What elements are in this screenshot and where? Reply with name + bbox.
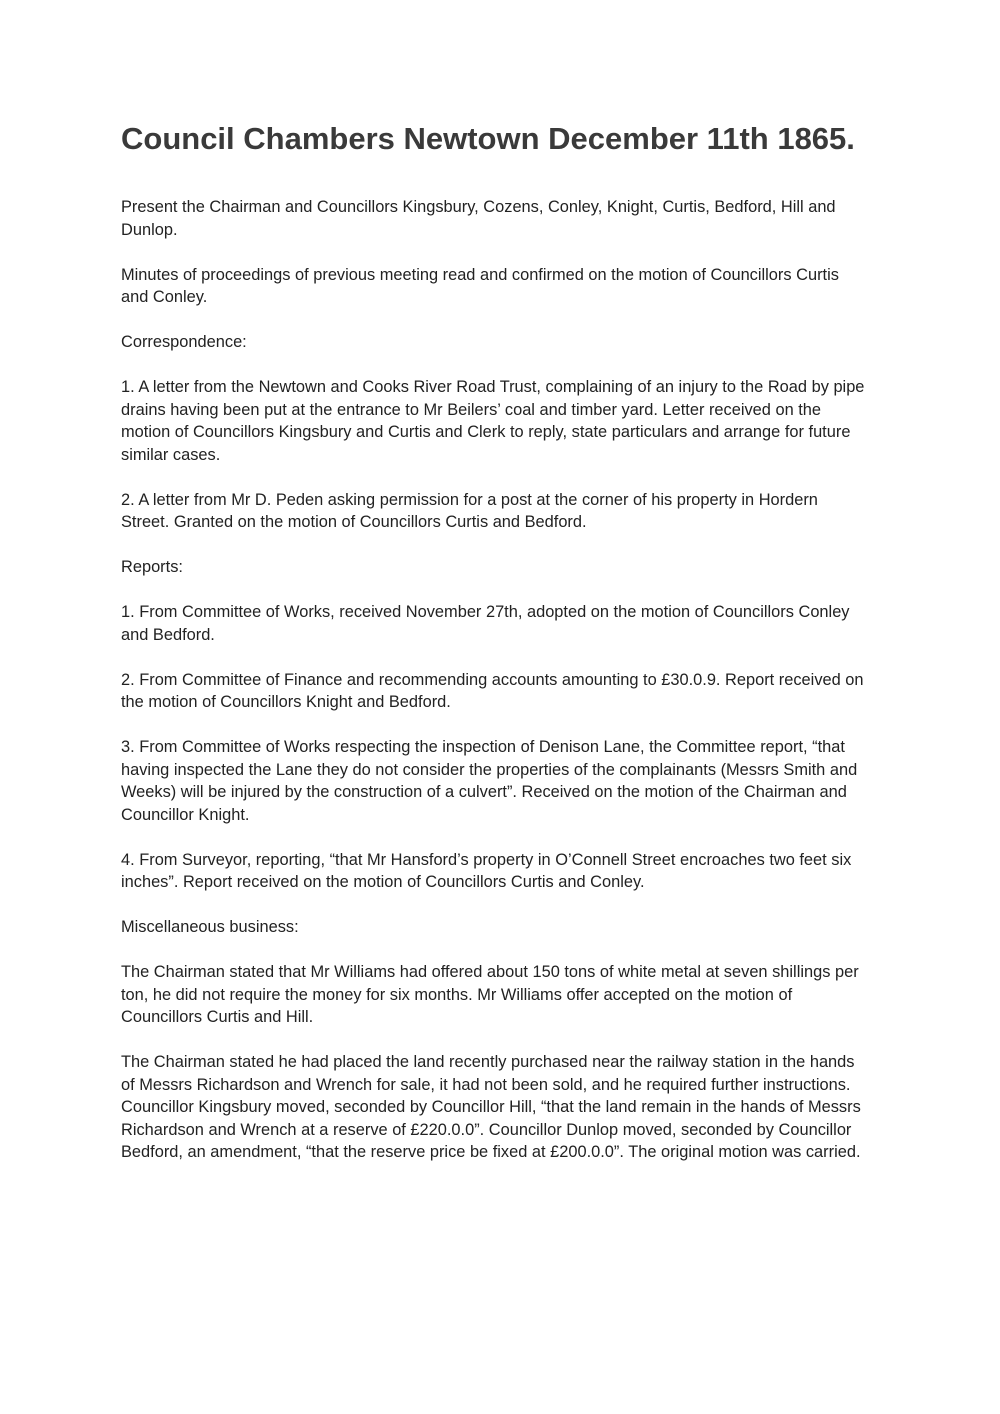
- report-item-3: 3. From Committee of Works respecting the inspection of Denison Lane, the Committee report, “that having inspected the Lane they do not consider the properties of the complainants (Messrs Smith and Weeks) will be injured by the construction of a culvert”. Received on the motion of the Chairman and Councillor Knight.: [121, 738, 858, 824]
- attendance-paragraph: Present the Chairman and Councillors Kingsbury, Cozens, Conley, Knight, Curtis, Bedford, Hill and Dunlop.: [121, 198, 836, 239]
- page-title: Council Chambers Newtown December 11th 1865.: [121, 121, 855, 156]
- minutes-paragraph: Minutes of proceedings of previous meeting read and confirmed on the motion of Councillors Curtis and Conley.: [121, 265, 839, 306]
- report-item-1: 1. From Committee of Works, received November 27th, adopted on the motion of Councillors Conley and Bedford.: [121, 603, 850, 644]
- section-heading-miscellaneous: Miscellaneous business:: [121, 918, 299, 936]
- miscellaneous-item-1: The Chairman stated that Mr Williams had offered about 150 tons of white metal at seven shillings per ton, he did not require the money for six months. Mr Williams offer accepted on the motion of Councillors Curtis and Hill.: [121, 963, 859, 1026]
- document-page: [121, 118, 866, 1186]
- section-heading-correspondence: Correspondence:: [121, 333, 247, 351]
- section-heading-reports: Reports:: [121, 558, 183, 576]
- correspondence-item-2: 2. A letter from Mr D. Peden asking permission for a post at the corner of his property in Hordern Street. Granted on the motion of Councillors Curtis and Bedford.: [121, 490, 818, 531]
- report-item-2: 2. From Committee of Finance and recommending accounts amounting to £30.0.9. Report received on the motion of Councillors Knight and Bedford.: [121, 670, 864, 711]
- correspondence-item-1: 1. A letter from the Newtown and Cooks River Road Trust, complaining of an injury to the Road by pipe drains having been put at the entrance to Mr Beilers’ coal and timber yard. Letter received on the motion of Councillors Kingsbury and Curtis and Clerk to reply, state particulars and arrange for future similar cases.: [121, 378, 865, 464]
- report-item-4: 4. From Surveyor, reporting, “that Mr Hansford’s property in O’Connell Street encroaches two feet six inches”. Report received on the motion of Councillors Curtis and Conley.: [121, 850, 852, 891]
- miscellaneous-item-2: The Chairman stated he had placed the land recently purchased near the railway station in the hands of Messrs Richardson and Wrench for sale, it had not been sold, and he required further instructions. Councillor Kingsbury moved, seconded by Councillor Hill, “that the land remain in the hands of Messrs Richardson and Wrench at a reserve of £220.0.0”. Councillor Dunlop moved, seconded by Councillor Bedford, an amendment, “that the reserve price be fixed at £200.0.0”. The original motion was carried.: [121, 1053, 861, 1161]
